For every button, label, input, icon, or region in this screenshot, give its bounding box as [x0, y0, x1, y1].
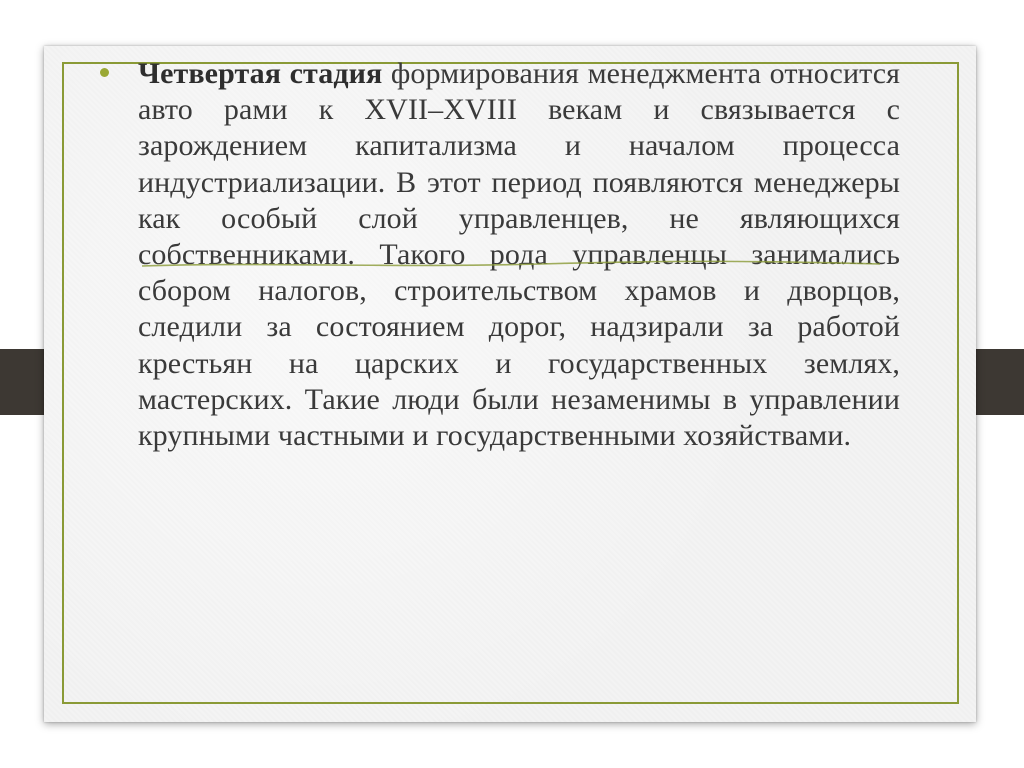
bullet-dot-icon [100, 68, 109, 77]
bullet-text: формирования менеджмента относится авто рами к XVII–XVIII векам и связывается с зарождением капитализма и началом процесса индустриализации. В этот период появляются менеджеры как особый слой управленцев, не являющихся собственниками. Такого рода управленцы занимались сбором налогов, строительством храмов и дворцов, следили за состоянием дорог, надзирали за работой крестьян на царских и государственных землях, мастерских. Такие люди были незаменимы в управлении крупными частными и государственными хозяйствами. [138, 57, 901, 453]
bullet-item [100, 56, 900, 454]
bullet-bold-lead: Четвертая стадия [138, 57, 383, 90]
slide-content [100, 56, 900, 454]
